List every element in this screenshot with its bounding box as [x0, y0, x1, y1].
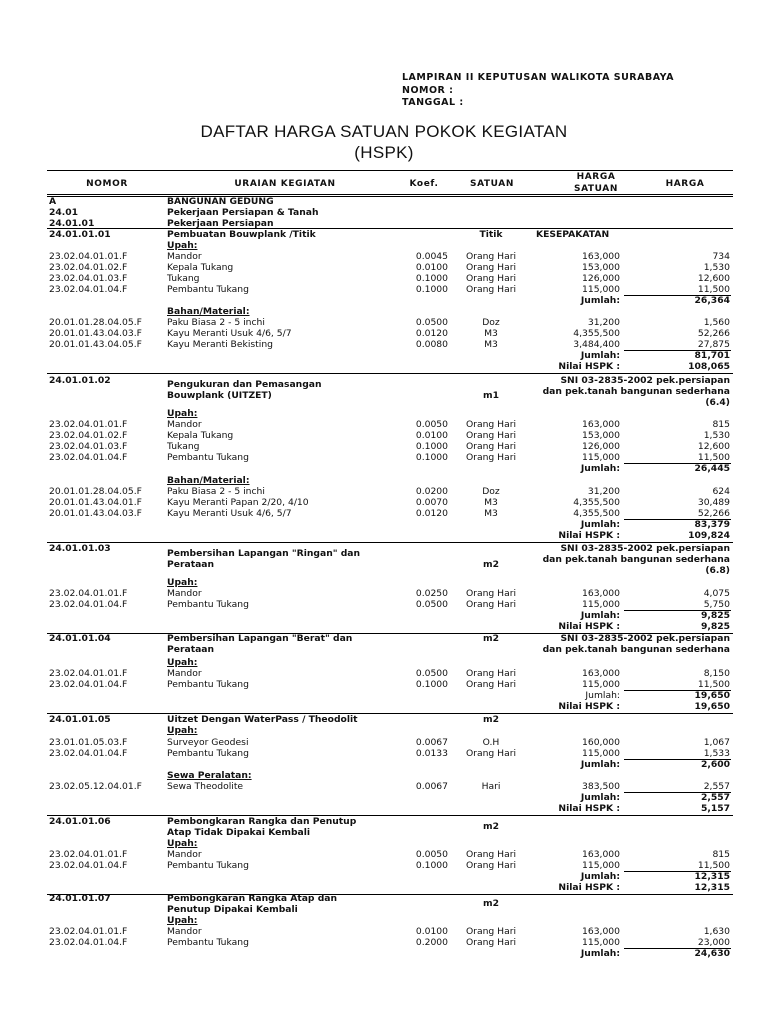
cell-nomor: 20.01.01.43.04.03.F [49, 328, 142, 339]
cell-harga: 2,557 [700, 792, 730, 803]
cell-hs: 115,000 [582, 452, 620, 463]
cell-hs: 115,000 [582, 748, 620, 759]
cell-uraian: Mandor [167, 849, 202, 860]
cell-uraian: Mandor [167, 419, 202, 430]
header-line-2: NOMOR : [402, 85, 454, 96]
cell-hs: 126,000 [582, 441, 620, 452]
cell-uraian: Kayu Meranti Papan 2/20, 4/10 [167, 497, 309, 508]
cell-uraian: Tukang [167, 441, 200, 452]
cell-satuan: Orang Hari [465, 441, 517, 452]
cell-harga: 815 [712, 849, 730, 860]
cell-uraian: Upah: [167, 725, 198, 736]
cell-harga: 1,530 [703, 262, 730, 273]
cell-uraian: Upah: [167, 915, 198, 926]
header-line-3: TANGGAL : [402, 97, 464, 108]
cell-koef: 0.0120 [415, 328, 448, 339]
cell-koef: 0.0050 [415, 849, 448, 860]
cell-uraian: Tukang [167, 273, 200, 284]
cell-nomor: A [49, 196, 57, 207]
cell-satuan: M3 [484, 508, 498, 519]
cell-harga: 734 [712, 251, 730, 262]
cell-harga: 108,065 [688, 361, 730, 372]
cell-satuan: m2 [483, 714, 499, 725]
cell-uraian: Upah: [167, 240, 198, 251]
cell-nomor: 24.01.01.02 [49, 375, 111, 386]
cell-uraian: Mandor [167, 251, 202, 262]
table-top-border [47, 170, 733, 171]
cell-nomor: 23.02.05.12.04.01.F [49, 781, 142, 792]
cell-hs: 163,000 [582, 419, 620, 430]
cell-koef: 0.0045 [415, 251, 448, 262]
sni-reference-note: SNI 03-2835-2002 pek.persiapan [560, 543, 730, 554]
col-header-satuan: SATUAN [469, 179, 515, 189]
cell-harga: 9,825 [700, 610, 730, 621]
cell-extra: KESEPAKATAN [536, 229, 610, 240]
cell-hs: Nilai HSPK : [558, 882, 620, 893]
cell-hs: 383,500 [582, 781, 620, 792]
col-header-harga-satuan-1: HARGA [576, 172, 616, 182]
cell-harga: 8,150 [703, 668, 730, 679]
subtotal-rule [624, 792, 731, 793]
cell-satuan: Doz [482, 486, 500, 497]
cell-nomor: 20.01.01.43.04.01.F [49, 497, 142, 508]
cell-satuan: m1 [483, 390, 499, 401]
cell-hs: Jumlah: [585, 690, 620, 701]
cell-satuan: Orang Hari [465, 926, 517, 937]
cell-hs: Jumlah: [580, 759, 620, 770]
cell-harga: 11,500 [697, 452, 730, 463]
cell-hs: 31,200 [587, 317, 620, 328]
cell-hs: Jumlah: [580, 871, 620, 882]
cell-harga: 26,445 [694, 463, 730, 474]
cell-harga: 9,825 [700, 621, 730, 632]
cell-koef: 0.0050 [415, 419, 448, 430]
sni-reference-note: dan pek.tanah bangunan sederhana [542, 644, 730, 655]
cell-uraian: Upah: [167, 657, 198, 668]
cell-uraian: Pekerjaan Persiapan & Tanah [167, 207, 319, 218]
cell-uraian: Pembantu Tukang [167, 284, 249, 295]
sni-reference-note: (6.4) [705, 397, 730, 408]
cell-hs: 4,355,500 [573, 508, 620, 519]
cell-nomor: 23.02.04.01.04.F [49, 937, 128, 948]
cell-nomor: 20.01.01.28.04.05.F [49, 317, 142, 328]
cell-uraian: Bahan/Material: [167, 475, 250, 486]
cell-harga: 11,500 [697, 860, 730, 871]
cell-satuan: Doz [482, 317, 500, 328]
cell-harga: 27,875 [697, 339, 730, 350]
cell-hs: 31,200 [587, 486, 620, 497]
cell-koef: 0.1000 [415, 273, 448, 284]
cell-uraian: Pembersihan Lapangan "Ringan" dan [167, 548, 361, 559]
cell-satuan: Orang Hari [465, 599, 517, 610]
cell-uraian: Pembantu Tukang [167, 937, 249, 948]
cell-koef: 0.1000 [415, 284, 448, 295]
cell-uraian: Paku Biasa 2 - 5 inchi [167, 486, 265, 497]
cell-harga: 24,630 [694, 948, 730, 959]
sni-reference-note: dan pek.tanah bangunan sederhana [542, 386, 730, 397]
cell-uraian: Atap Tidak Dipakai Kembali [167, 827, 311, 838]
sni-reference-note: SNI 03-2835-2002 pek.persiapan [560, 633, 730, 644]
cell-uraian: Pekerjaan Persiapan [167, 218, 274, 229]
cell-nomor: 24.01.01.06 [49, 816, 111, 827]
cell-hs: Jumlah: [580, 519, 620, 530]
cell-uraian: Pembantu Tukang [167, 860, 249, 871]
cell-uraian: BANGUNAN GEDUNG [167, 196, 274, 207]
cell-uraian: Sewa Theodolite [167, 781, 244, 792]
cell-satuan: Orang Hari [465, 452, 517, 463]
cell-nomor: 23.02.04.01.04.F [49, 679, 128, 690]
cell-satuan: Orang Hari [465, 430, 517, 441]
cell-nomor: 24.01.01.04 [49, 633, 111, 644]
subtotal-rule [624, 295, 731, 296]
cell-uraian: Kayu Meranti Usuk 4/6, 5/7 [167, 508, 292, 519]
cell-koef: 0.0500 [415, 599, 448, 610]
cell-nomor: 23.02.04.01.04.F [49, 860, 128, 871]
cell-nomor: 23.02.04.01.04.F [49, 284, 128, 295]
cell-harga: 26,364 [694, 295, 730, 306]
cell-harga: 1,533 [703, 748, 730, 759]
cell-hs: Nilai HSPK : [558, 701, 620, 712]
cell-koef: 0.1000 [415, 452, 448, 463]
cell-harga: 23,000 [697, 937, 730, 948]
cell-hs: Nilai HSPK : [558, 530, 620, 541]
subtotal-rule [624, 759, 731, 760]
cell-koef: 0.0070 [415, 497, 448, 508]
cell-hs: 126,000 [582, 273, 620, 284]
cell-hs: Jumlah: [580, 948, 620, 959]
subtotal-rule [624, 519, 731, 520]
cell-uraian: Upah: [167, 838, 198, 849]
cell-koef: 0.1000 [415, 441, 448, 452]
cell-uraian: Kepala Tukang [167, 262, 234, 273]
cell-uraian: Perataan [167, 644, 215, 655]
cell-harga: 624 [712, 486, 730, 497]
cell-nomor: 23.02.04.01.03.F [49, 441, 128, 452]
cell-harga: 12,315 [694, 871, 730, 882]
cell-hs: 153,000 [582, 262, 620, 273]
cell-uraian: Penutup Dipakai Kembali [167, 904, 298, 915]
cell-nomor: 23.02.04.01.01.F [49, 588, 128, 599]
cell-nomor: 23.02.04.01.03.F [49, 273, 128, 284]
cell-uraian: Mandor [167, 926, 202, 937]
subtotal-rule [624, 690, 731, 691]
col-header-koef: Koef. [409, 179, 439, 189]
cell-uraian: Kayu Meranti Bekisting [167, 339, 273, 350]
cell-harga: 12,315 [694, 882, 730, 893]
table-header-border [47, 194, 733, 195]
header-line-1: LAMPIRAN II KEPUTUSAN WALIKOTA SURABAYA [402, 72, 674, 83]
cell-nomor: 23.01.01.05.03.F [49, 737, 128, 748]
sni-reference-note: SNI 03-2835-2002 pek.persiapan [560, 375, 730, 386]
subtotal-rule [624, 948, 731, 949]
cell-satuan: Hari [481, 781, 501, 792]
cell-harga: 5,157 [700, 803, 730, 814]
col-header-nomor: NOMOR [86, 179, 128, 189]
cell-nomor: 24.01.01.01 [49, 229, 111, 240]
cell-uraian: Upah: [167, 577, 198, 588]
cell-nomor: 23.02.04.01.01.F [49, 251, 128, 262]
cell-satuan: Orang Hari [465, 668, 517, 679]
cell-nomor: 23.02.04.01.04.F [49, 748, 128, 759]
cell-harga: 12,600 [697, 441, 730, 452]
cell-harga: 4,075 [703, 588, 730, 599]
cell-harga: 815 [712, 419, 730, 430]
cell-uraian: Mandor [167, 668, 202, 679]
cell-nomor: 20.01.01.28.04.05.F [49, 486, 142, 497]
cell-nomor: 24.01.01.05 [49, 714, 111, 725]
cell-harga: 19,650 [694, 701, 730, 712]
cell-nomor: 24.01.01.07 [49, 893, 111, 904]
cell-nomor: 24.01.01.03 [49, 543, 111, 554]
cell-harga: 1,530 [703, 430, 730, 441]
sni-reference-note: (6.8) [705, 565, 730, 576]
cell-uraian: Pembantu Tukang [167, 452, 249, 463]
cell-harga: 19,650 [694, 690, 730, 701]
cell-uraian: Bouwplank (UITZET) [167, 390, 272, 401]
cell-harga: 2,557 [703, 781, 730, 792]
cell-hs: 115,000 [582, 679, 620, 690]
cell-satuan: Orang Hari [465, 849, 517, 860]
cell-uraian: Pembantu Tukang [167, 599, 249, 610]
cell-satuan: Orang Hari [465, 419, 517, 430]
cell-hs: Jumlah: [580, 610, 620, 621]
cell-nomor: 24.01.01 [49, 218, 95, 229]
cell-hs: 163,000 [582, 251, 620, 262]
col-header-harga: HARGA [665, 179, 705, 189]
cell-harga: 109,824 [688, 530, 730, 541]
cell-hs: 153,000 [582, 430, 620, 441]
cell-hs: 163,000 [582, 849, 620, 860]
col-header-uraian: URAIAN KEGIATAN [234, 179, 336, 189]
cell-hs: 4,355,500 [573, 328, 620, 339]
cell-uraian: Pembersihan Lapangan "Berat" dan [167, 633, 353, 644]
cell-koef: 0.0120 [415, 508, 448, 519]
cell-nomor: 23.02.04.01.01.F [49, 849, 128, 860]
cell-harga: 30,489 [697, 497, 730, 508]
cell-uraian: Perataan [167, 559, 215, 570]
cell-satuan: m2 [483, 559, 499, 570]
cell-satuan: Orang Hari [465, 588, 517, 599]
cell-harga: 11,500 [697, 284, 730, 295]
cell-uraian: Mandor [167, 588, 202, 599]
cell-nomor: 23.02.04.01.01.F [49, 419, 128, 430]
cell-koef: 0.0133 [415, 748, 448, 759]
cell-harga: 52,266 [697, 508, 730, 519]
cell-uraian: Pembuatan Bouwplank /Titik [167, 229, 316, 240]
cell-uraian: Kayu Meranti Usuk 4/6, 5/7 [167, 328, 292, 339]
subtotal-rule [624, 871, 731, 872]
cell-nomor: 20.01.01.43.04.05.F [49, 339, 142, 350]
cell-hs: 160,000 [582, 737, 620, 748]
cell-harga: 83,379 [694, 519, 730, 530]
cell-hs: 4,355,500 [573, 497, 620, 508]
cell-uraian: Paku Biasa 2 - 5 inchi [167, 317, 265, 328]
cell-hs: Nilai HSPK : [558, 803, 620, 814]
cell-harga: 1,560 [703, 317, 730, 328]
cell-hs: 115,000 [582, 599, 620, 610]
cell-satuan: M3 [484, 497, 498, 508]
cell-uraian: Pembongkaran Rangka Atap dan [167, 893, 338, 904]
cell-koef: 0.0100 [415, 926, 448, 937]
cell-satuan: Orang Hari [465, 251, 517, 262]
cell-satuan: Orang Hari [465, 937, 517, 948]
cell-hs: 163,000 [582, 926, 620, 937]
cell-nomor: 23.02.04.01.04.F [49, 599, 128, 610]
sni-reference-note: dan pek.tanah bangunan sederhana [542, 554, 730, 565]
subtotal-rule [624, 610, 731, 611]
cell-satuan: O.H [482, 737, 500, 748]
cell-hs: 115,000 [582, 937, 620, 948]
cell-uraian: Pengukuran dan Pemasangan [167, 379, 322, 390]
document-title: DAFTAR HARGA SATUAN POKOK KEGIATAN [200, 122, 568, 141]
cell-nomor: 23.02.04.01.02.F [49, 430, 128, 441]
cell-hs: Jumlah: [580, 792, 620, 803]
cell-harga: 52,266 [697, 328, 730, 339]
section-separator [47, 373, 733, 374]
cell-hs: 115,000 [582, 284, 620, 295]
document-subtitle: (HSPK) [354, 143, 414, 162]
cell-koef: 0.0100 [415, 430, 448, 441]
cell-satuan: M3 [484, 339, 498, 350]
cell-harga: 1,630 [703, 926, 730, 937]
cell-koef: 0.2000 [415, 937, 448, 948]
cell-koef: 0.1000 [415, 860, 448, 871]
cell-hs: Nilai HSPK : [558, 361, 620, 372]
subtotal-rule [624, 463, 731, 464]
cell-hs: Jumlah: [580, 463, 620, 474]
cell-koef: 0.0250 [415, 588, 448, 599]
cell-hs: Jumlah: [580, 350, 620, 361]
cell-koef: 0.0500 [415, 317, 448, 328]
cell-satuan: Orang Hari [465, 273, 517, 284]
cell-harga: 5,750 [703, 599, 730, 610]
cell-harga: 1,067 [703, 737, 730, 748]
cell-nomor: 23.02.04.01.04.F [49, 452, 128, 463]
cell-koef: 0.0200 [415, 486, 448, 497]
cell-satuan: Orang Hari [465, 860, 517, 871]
cell-hs: 3,484,400 [573, 339, 620, 350]
cell-uraian: Bahan/Material: [167, 306, 250, 317]
cell-koef: 0.0500 [415, 668, 448, 679]
cell-harga: 11,500 [697, 679, 730, 690]
cell-hs: 115,000 [582, 860, 620, 871]
cell-satuan: Orang Hari [465, 284, 517, 295]
cell-uraian: Pembantu Tukang [167, 679, 249, 690]
cell-satuan: Orang Hari [465, 262, 517, 273]
cell-koef: 0.0067 [415, 781, 448, 792]
cell-nomor: 23.02.04.01.01.F [49, 926, 128, 937]
cell-satuan: Titik [479, 229, 503, 240]
col-header-harga-satuan-2: SATUAN [573, 184, 619, 194]
cell-uraian: Surveyor Geodesi [167, 737, 249, 748]
cell-nomor: 23.02.04.01.01.F [49, 668, 128, 679]
cell-uraian: Uitzet Dengan WaterPass / Theodolit [167, 714, 358, 725]
cell-koef: 0.0100 [415, 262, 448, 273]
cell-koef: 0.0080 [415, 339, 448, 350]
cell-harga: 12,600 [697, 273, 730, 284]
cell-hs: 163,000 [582, 668, 620, 679]
subtotal-rule [624, 350, 731, 351]
cell-uraian: Kepala Tukang [167, 430, 234, 441]
cell-satuan: Orang Hari [465, 679, 517, 690]
cell-harga: 2,600 [700, 759, 730, 770]
cell-koef: 0.1000 [415, 679, 448, 690]
cell-hs: Nilai HSPK : [558, 621, 620, 632]
cell-uraian: Pembongkaran Rangka dan Penutup [167, 816, 357, 827]
cell-nomor: 24.01 [49, 207, 79, 218]
cell-uraian: Pembantu Tukang [167, 748, 249, 759]
cell-satuan: Orang Hari [465, 748, 517, 759]
cell-koef: 0.0067 [415, 737, 448, 748]
cell-satuan: m2 [483, 633, 499, 644]
cell-satuan: M3 [484, 328, 498, 339]
cell-satuan: m2 [483, 898, 499, 909]
section-separator [47, 228, 733, 229]
cell-uraian: Sewa Peralatan: [167, 770, 252, 781]
cell-uraian: Upah: [167, 408, 198, 419]
cell-hs: 163,000 [582, 588, 620, 599]
cell-harga: 81,701 [694, 350, 730, 361]
cell-nomor: 23.02.04.01.02.F [49, 262, 128, 273]
cell-nomor: 20.01.01.43.04.03.F [49, 508, 142, 519]
cell-hs: Jumlah: [580, 295, 620, 306]
cell-satuan: m2 [483, 821, 499, 832]
